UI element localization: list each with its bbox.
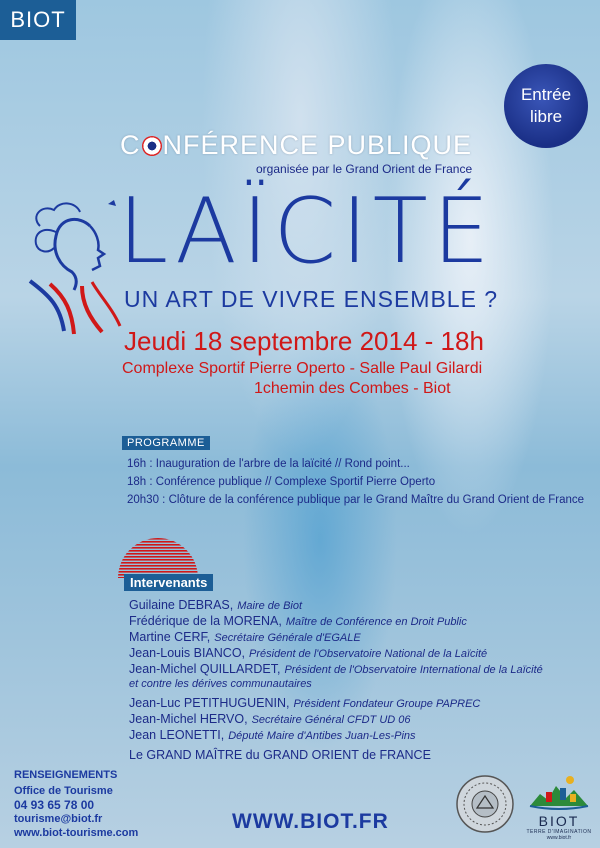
contact-email[interactable]: tourisme@biot.fr bbox=[14, 813, 103, 825]
programme-item: 18h : Conférence publique // Complexe Sportif Pierre Operto bbox=[127, 476, 436, 488]
speaker-row bbox=[129, 728, 416, 742]
speaker-name: Jean-Luc PETITHUGUENIN, bbox=[129, 696, 290, 710]
speaker-role: Président de l'Observatoire National de la Laïcité bbox=[249, 648, 488, 660]
speaker-row bbox=[129, 614, 467, 628]
conference-title-rest: NFÉRENCE PUBLIQUE bbox=[162, 130, 473, 160]
speaker-name: Guilaine DEBRAS, bbox=[129, 598, 234, 612]
speaker-row bbox=[129, 646, 487, 660]
speaker-role: Maître de Conférence en Droit Public bbox=[285, 616, 467, 628]
speaker-row bbox=[129, 748, 431, 762]
speaker-role: Président Fondateur Groupe PAPREC bbox=[293, 698, 481, 710]
speaker-name: Le GRAND MAÎTRE du GRAND ORIENT de FRANCE bbox=[129, 748, 431, 762]
speaker-role: Député Maire d'Antibes Juan-Les-Pins bbox=[228, 730, 416, 742]
striped-sphere-icon bbox=[115, 520, 201, 580]
entree-libre-badge bbox=[504, 64, 588, 148]
speaker-name: Jean-Louis BIANCO, bbox=[129, 646, 246, 660]
speaker-row bbox=[129, 712, 411, 726]
programme-item: 20h30 : Clôture de la conférence publique par le Grand Maître du Grand Orient de France bbox=[127, 494, 585, 506]
website-link[interactable]: WWW.BIOT.FR bbox=[232, 810, 389, 833]
contact-office: Office de Tourisme bbox=[14, 785, 113, 797]
speaker-row bbox=[129, 630, 361, 644]
speaker-role: Maire de Biot bbox=[237, 600, 303, 612]
badge-line2: libre bbox=[529, 107, 563, 126]
contact-heading: RENSEIGNEMENTS bbox=[14, 769, 118, 781]
conference-title-start: C bbox=[120, 130, 141, 160]
event-location: Complexe Sportif Pierre Operto - Salle Paul Gilardi bbox=[122, 360, 483, 377]
speaker-name: Martine CERF, bbox=[129, 630, 211, 644]
speaker-name: Jean-Michel QUILLARDET, bbox=[129, 662, 281, 676]
seal-icon bbox=[455, 774, 515, 834]
conference-subtitle: organisée par le Grand Orient de France bbox=[256, 162, 473, 176]
speaker-name: Frédérique de la MORENA, bbox=[129, 614, 282, 628]
biot-logo bbox=[526, 772, 592, 844]
logo-url: www.biot.fr bbox=[546, 835, 572, 841]
contact-site[interactable]: www.biot-tourisme.com bbox=[14, 827, 139, 839]
roundel-icon bbox=[142, 136, 162, 156]
contact-phone: 04 93 65 78 00 bbox=[14, 798, 95, 812]
conference-title bbox=[120, 130, 500, 161]
speaker-row bbox=[129, 598, 302, 612]
badge-line1: Entrée bbox=[520, 85, 572, 104]
logo-tagline: TERRE D'IMAGINATION bbox=[526, 829, 592, 835]
contact-block bbox=[14, 768, 138, 840]
programme-label: PROGRAMME bbox=[122, 436, 210, 450]
programme-item: 16h : Inauguration de l'arbre de la laïcité // Rond point... bbox=[127, 458, 410, 470]
speaker-role: Président de l'Observatoire International de la Laïcité bbox=[284, 664, 543, 676]
logo-name: BIOT bbox=[538, 813, 580, 829]
intervenants-label: Intervenants bbox=[124, 574, 213, 591]
speaker-role-continued: et contre les dérives communautaires bbox=[129, 678, 312, 690]
biot-logo-icon bbox=[526, 772, 592, 810]
speaker-role: Secrétaire Général CFDT UD 06 bbox=[251, 714, 411, 726]
speaker-name: Jean LEONETTI, bbox=[129, 728, 225, 742]
biot-tag: BIOT bbox=[0, 0, 76, 40]
event-address: 1chemin des Combes - Biot bbox=[254, 380, 451, 397]
event-date: Jeudi 18 septembre 2014 - 18h bbox=[124, 326, 484, 356]
speaker-row bbox=[129, 662, 543, 676]
speaker-row bbox=[129, 696, 480, 710]
main-title: LAÏCITÉ bbox=[118, 179, 495, 284]
title-tagline: UN ART DE VIVRE ENSEMBLE ? bbox=[124, 286, 499, 312]
speaker-name: Jean-Michel HERVO, bbox=[129, 712, 248, 726]
speaker-role: Secrétaire Générale d'EGALE bbox=[214, 632, 361, 644]
